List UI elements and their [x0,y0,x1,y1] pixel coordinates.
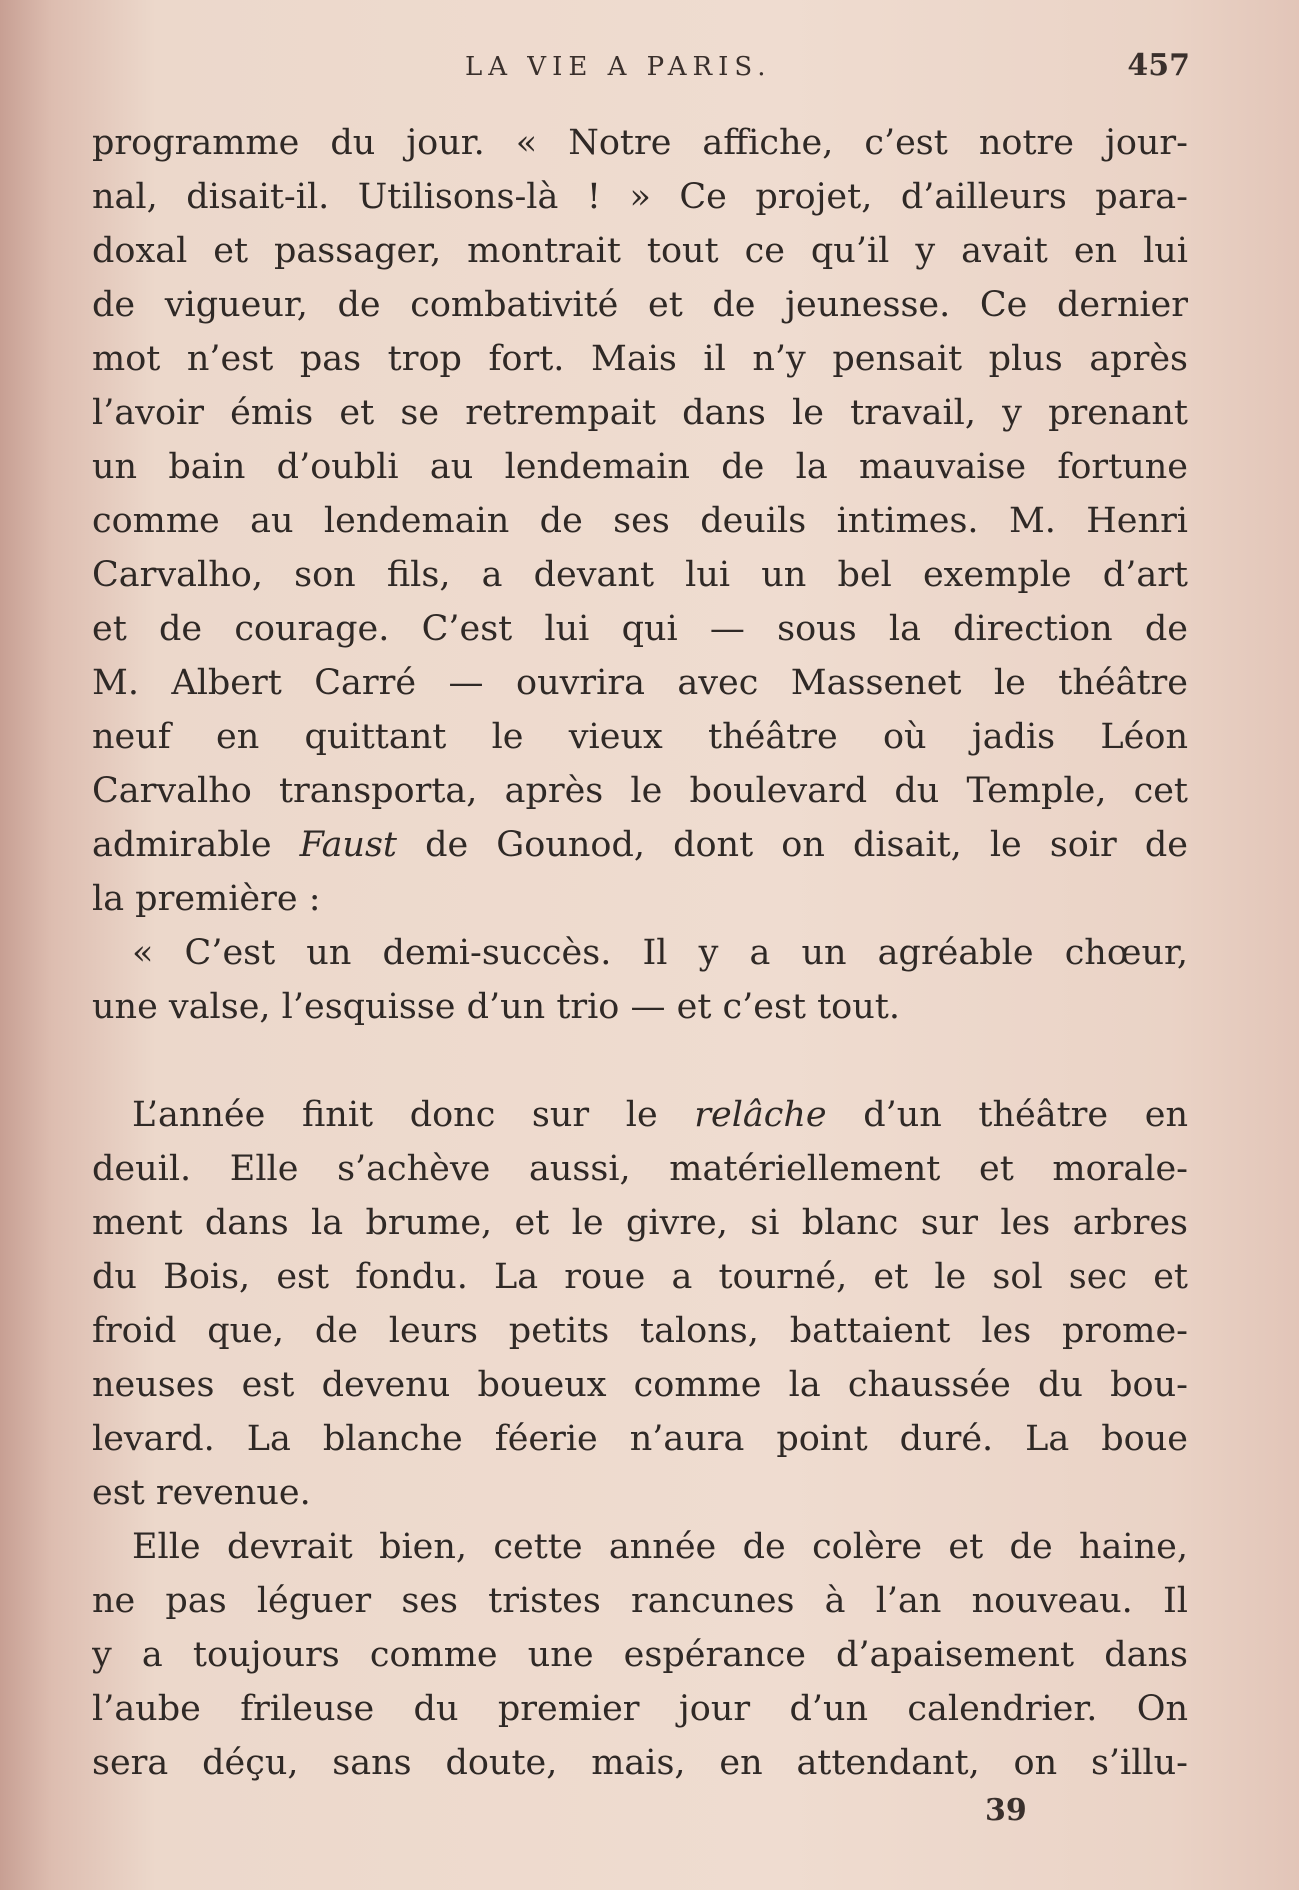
text-line: Carvalho transporta, après le boulevard du Temple, cet [92,771,1188,811]
paragraph-1 [92,116,1188,926]
text-line: mot n’est pas trop fort. Mais il n’y pensait plus après [92,339,1188,379]
text-line: sera déçu, sans doute, mais, en attendant, on s’illu- [92,1743,1188,1783]
text-line [92,1088,1188,1142]
page-number: 457 [1127,48,1190,83]
text-line: Carvalho, son fils, a devant lui un bel exemple d’art [92,555,1188,595]
text-line: l’aube frileuse du premier jour d’un calendrier. On [92,1689,1188,1729]
text-run: admirable [92,825,300,865]
text-line: la première : [92,879,321,919]
text-line: un bain d’oubli au lendemain de la mauvaise fortune [92,447,1188,487]
text-line: ne pas léguer ses tristes rancunes à l’an nouveau. Il [92,1581,1188,1621]
text-line: l’avoir émis et se retrempait dans le travail, y prenant [92,393,1188,433]
text-line: ment dans la brume, et le givre, si blanc sur les arbres [92,1203,1188,1243]
text-line: programme du jour. « Notre affiche, c’est notre jour- [92,123,1188,163]
text-run: L’année finit donc sur le [132,1095,695,1135]
paragraph-3 [92,1520,1188,1790]
text-run: d’un théâtre en [826,1095,1188,1135]
text-line: neuses est devenu boueux comme la chaussée du bou- [92,1365,1188,1405]
running-title: LA VIE A PARIS. [465,52,772,82]
text-line: comme au lendemain de ses deuils intimes. M. Henri [92,501,1188,541]
text-line: nal, disait-il. Utilisons-là ! » Ce projet, d’ailleurs para- [92,177,1188,217]
text-line: et de courage. C’est lui qui — sous la direction de [92,609,1188,649]
page-header [90,48,1190,92]
italic-title: Faust [299,825,397,865]
text-line: M. Albert Carré — ouvrira avec Massenet le théâtre [92,663,1188,703]
text-line: y a toujours comme une espérance d’apaisement dans [92,1635,1188,1675]
text-line: du Bois, est fondu. La roue a tourné, et le sol sec et [92,1257,1188,1297]
paragraph-2 [92,1088,1188,1520]
italic-word: relâche [694,1095,827,1135]
quote [92,926,1188,1034]
signature-mark: 39 [985,1793,1027,1828]
text-line: doxal et passager, montrait tout ce qu’il y avait en lui [92,231,1188,271]
section-gap [92,1034,1188,1088]
text-line: est revenue. [92,1473,311,1513]
quote-line: « C’est un demi-succès. Il y a un agréable chœur, [132,933,1188,973]
text-line: deuil. Elle s’achève aussi, matériellement et morale- [92,1149,1188,1189]
body-text [92,116,1188,1790]
text-line [92,818,1188,872]
text-run: de Gounod, dont on disait, le soir de [397,825,1188,865]
quote-line: une valse, l’esquisse d’un trio — et c’est tout. [92,987,900,1027]
text-line: Elle devrait bien, cette année de colère et de haine, [132,1527,1188,1567]
text-line: neuf en quittant le vieux théâtre où jadis Léon [92,717,1188,757]
text-line: levard. La blanche féerie n’aura point duré. La boue [92,1419,1188,1459]
text-line: de vigueur, de combativité et de jeunesse. Ce dernier [92,285,1188,325]
text-line: froid que, de leurs petits talons, battaient les prome- [92,1311,1188,1351]
